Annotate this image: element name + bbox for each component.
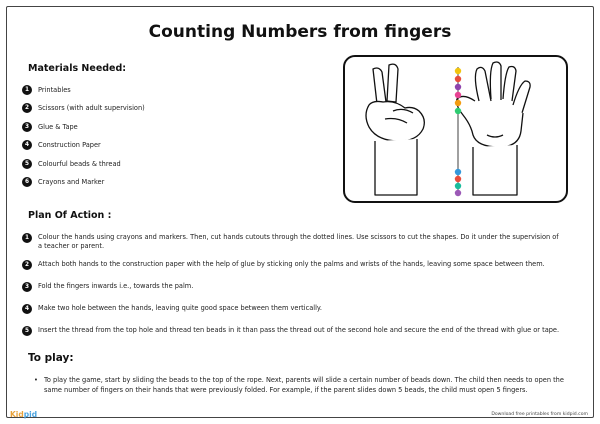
play-paragraph — [34, 376, 574, 395]
list-item — [22, 260, 582, 270]
number-badge: 5 — [22, 159, 32, 169]
plan-list — [22, 233, 582, 336]
number-badge: 1 — [22, 233, 32, 243]
plan-heading: Plan Of Action : — [28, 210, 112, 221]
number-badge: 2 — [22, 103, 32, 113]
play-heading: To play: — [28, 352, 74, 364]
plan-step-text: Colour the hands using crayons and markers. Then, cut hands cutouts through the dotted lines. Use scissors to cut the shapes. Do it under the supervision of a teacher or parent. — [38, 233, 559, 250]
bead-icon — [455, 176, 461, 182]
materials-heading: Materials Needed: — [28, 63, 127, 74]
material-text: Scissors (with adult supervision) — [38, 104, 145, 113]
plan-step-text: Insert the thread from the top hole and thread ten beads in it than pass the thread out of the second hole and secure the end of the thread with glue or tape. — [38, 326, 560, 334]
number-badge: 5 — [22, 326, 32, 336]
bead-icon — [455, 68, 461, 74]
list-item — [22, 177, 145, 188]
list-item — [22, 233, 582, 251]
footer-text: Download free printables from kidpid.com — [491, 412, 588, 417]
list-item — [22, 84, 145, 95]
number-badge: 2 — [22, 260, 32, 270]
plan-step-text: Make two hole between the hands, leaving quite good space between them vertically. — [38, 304, 322, 312]
list-item — [22, 121, 145, 132]
right-hand-icon — [457, 62, 531, 195]
list-item — [22, 282, 582, 292]
material-text: Crayons and Marker — [38, 178, 105, 187]
list-item — [22, 158, 145, 169]
material-text: Printables — [38, 85, 71, 94]
list-item — [22, 103, 145, 114]
bead-icon — [455, 92, 461, 98]
play-text: To play the game, start by sliding the beads to the top of the rope. Next, parents will slide a certain number of beads down. The child then needs to open the same number of fingers on their hands that were previously folded. For example, if the parent slides down 5 beads, the child must open 5 fingers. — [44, 376, 564, 394]
kidpid-logo — [10, 410, 37, 419]
bead-icon — [455, 108, 461, 114]
number-badge: 3 — [22, 122, 32, 132]
material-text: Colourful beads & thread — [38, 159, 121, 168]
list-item — [22, 326, 582, 336]
list-item — [22, 140, 145, 151]
plan-step-text: Attach both hands to the construction paper with the help of glue by sticking only the palms and wrists of the hands, leaving some space between them. — [38, 260, 545, 268]
bead-icon — [455, 190, 461, 196]
logo-part-a: Kid — [10, 410, 24, 419]
bead-icon — [455, 169, 461, 175]
number-badge: 1 — [22, 85, 32, 95]
bead-icon — [455, 100, 461, 106]
materials-list — [22, 84, 145, 196]
bead-icon — [455, 76, 461, 82]
bead-icon — [455, 183, 461, 189]
plan-step-text: Fold the fingers inwards i.e., towards the palm. — [38, 282, 194, 290]
bead-icon — [455, 84, 461, 90]
logo-part-b: pid — [23, 410, 38, 419]
number-badge: 3 — [22, 282, 32, 292]
hands-drawing — [345, 57, 565, 200]
list-item — [22, 304, 582, 314]
number-badge: 4 — [22, 304, 32, 314]
material-text: Construction Paper — [38, 141, 101, 150]
page-title: Counting Numbers from fingers — [148, 22, 452, 42]
bullet-icon: • — [34, 376, 38, 384]
hands-illustration — [343, 55, 568, 203]
left-hand-icon — [366, 64, 424, 195]
number-badge: 6 — [22, 177, 32, 187]
number-badge: 4 — [22, 140, 32, 150]
material-text: Glue & Tape — [38, 122, 78, 131]
